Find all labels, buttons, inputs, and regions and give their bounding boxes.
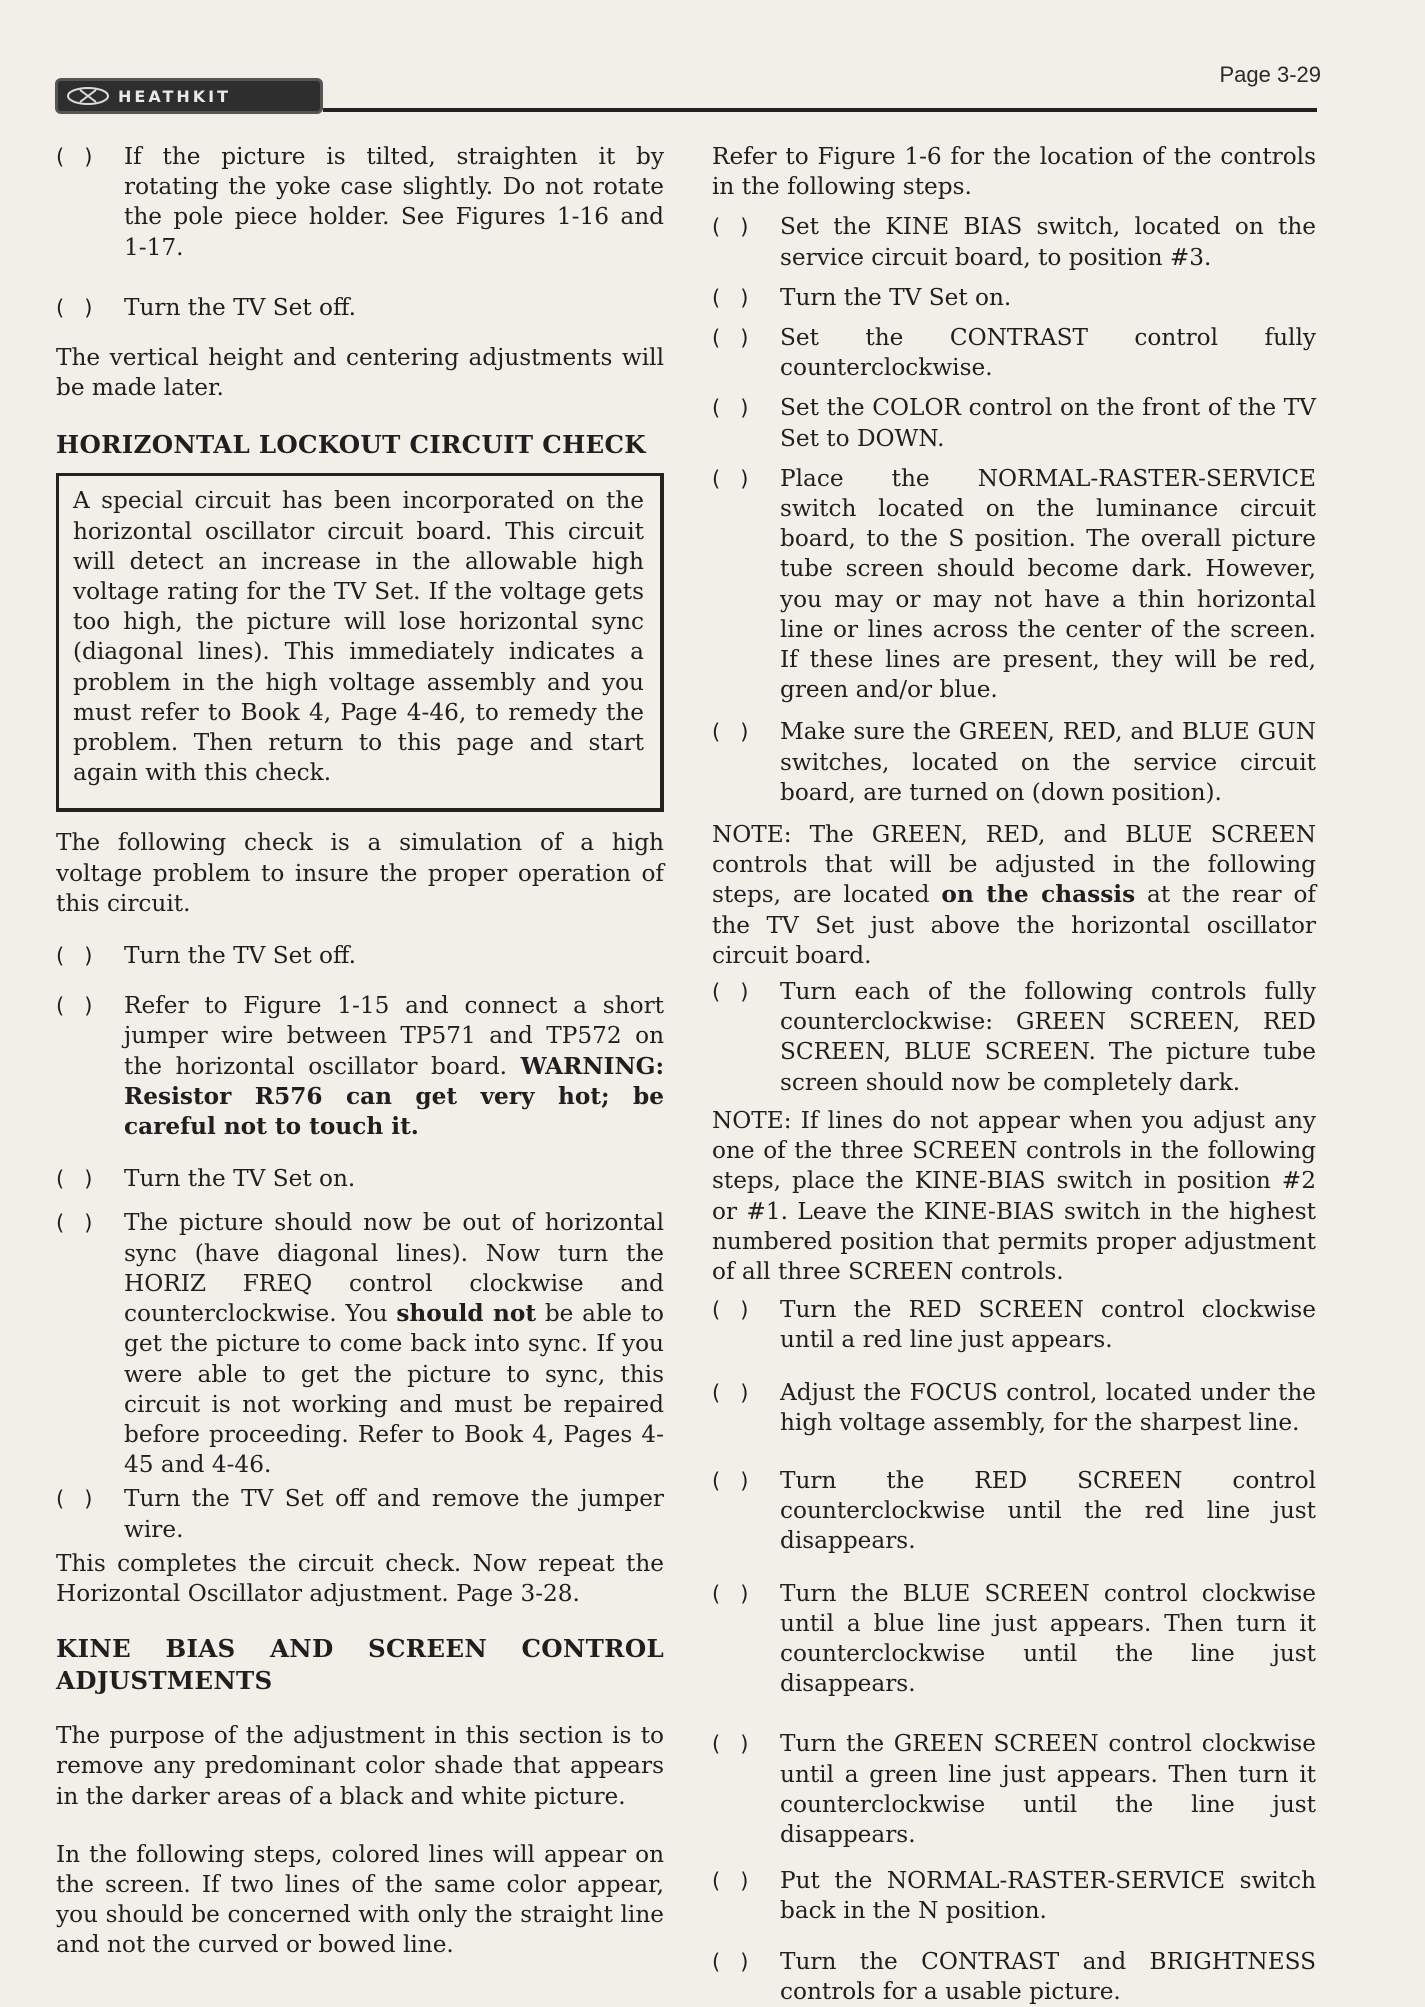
checklist-step bbox=[56, 1164, 664, 1194]
header-rule bbox=[323, 108, 1317, 112]
checkbox[interactable]: ( ) bbox=[712, 1468, 749, 1493]
step-text bbox=[124, 991, 664, 1142]
step-text: Turn the TV Set off and remove the jumper wire. bbox=[124, 1485, 664, 1543]
step-text: Set the COLOR control on the front of the TV Set to DOWN. bbox=[780, 394, 1316, 452]
step-text-plain: be able to get the picture to come back into sync. If you were able to get the picture to sync, this circuit is not working and must be repaired before proceeding. Refer to Book 4, Pages 4-45 and 4-46. bbox=[124, 1300, 665, 1479]
checkbox[interactable]: ( ) bbox=[712, 285, 749, 310]
checklist-step bbox=[712, 717, 1316, 808]
checkbox[interactable]: ( ) bbox=[56, 1487, 93, 1512]
step-text: Turn the TV Set on. bbox=[780, 283, 1012, 311]
checkbox[interactable]: ( ) bbox=[712, 396, 749, 421]
warning-box: A special circuit has been incorporated on the horizontal oscillator circuit board. This circuit will detect an increase in the allowable high voltage rating for the TV Set. If the voltage gets too high, the picture will lose horizontal sync (diagonal lines). This immediately indicates a problem in the high voltage assembly and you must refer to Book 4, Page 4-46, to remedy the problem. Then return to this page and start again with this check. bbox=[56, 473, 664, 812]
warning-text: WARNING: Resistor R576 can get very hot; be careful not to touch it. bbox=[124, 1052, 665, 1141]
step-text bbox=[124, 1208, 664, 1480]
checkbox[interactable]: ( ) bbox=[712, 1949, 749, 1974]
checkbox[interactable]: ( ) bbox=[712, 326, 749, 351]
step-text: Put the NORMAL-RASTER-SERVICE switch back in the N position. bbox=[780, 1867, 1316, 1925]
step-text: Make sure the GREEN, RED, and BLUE GUN switches, located on the service circuit board, are turned on (down position). bbox=[780, 718, 1316, 806]
checklist-step bbox=[712, 977, 1316, 1098]
checklist-step bbox=[712, 283, 1316, 313]
checklist-step bbox=[712, 1295, 1316, 1355]
step-text: Turn the BLUE SCREEN control clockwise until a blue line just appears. Then turn it counterclockwise until the line just disappears. bbox=[780, 1579, 1316, 1698]
checkbox[interactable]: ( ) bbox=[56, 994, 93, 1019]
note-text: NOTE: The GREEN, RED, and BLUE SCREEN controls that will be adjusted in the following steps, are located bbox=[712, 821, 1316, 909]
checkbox[interactable]: ( ) bbox=[712, 1869, 749, 1894]
checkbox[interactable]: ( ) bbox=[712, 720, 749, 745]
checkbox[interactable]: ( ) bbox=[712, 1298, 749, 1323]
checklist-step bbox=[56, 1484, 664, 1544]
checkbox[interactable]: ( ) bbox=[56, 145, 93, 169]
checklist-step bbox=[712, 1378, 1316, 1438]
heathkit-emblem-icon bbox=[58, 81, 118, 111]
heathkit-logo bbox=[55, 78, 323, 114]
left-column bbox=[56, 142, 664, 1961]
checkbox[interactable]: ( ) bbox=[712, 466, 749, 491]
checkbox[interactable]: ( ) bbox=[56, 944, 93, 969]
section-heading: KINE BIAS AND SCREEN CONTROL ADJUSTMENTS bbox=[56, 1634, 664, 1696]
paragraph: In the following steps, colored lines will appear on the screen. If two lines of the same color appear, you should be concerned with only the straight line and not the curved or bowed line. bbox=[56, 1840, 664, 1959]
step-text: Set the KINE BIAS switch, located on the service circuit board, to position #3. bbox=[780, 213, 1316, 271]
checkbox[interactable]: ( ) bbox=[712, 1581, 749, 1606]
step-text: Turn the RED SCREEN control counterclockwise until the red line just disappears. bbox=[780, 1466, 1316, 1555]
emphasis-text: on the chassis bbox=[941, 881, 1136, 909]
note-text: at the rear of the TV Set just above the horizontal oscillator circuit board. bbox=[712, 881, 1316, 969]
checklist-step bbox=[712, 393, 1316, 453]
checklist-step bbox=[712, 323, 1316, 383]
section-heading: HORIZONTAL LOCKOUT CIRCUIT CHECK bbox=[56, 430, 646, 460]
paragraph: The following check is a simulation of a high voltage problem to insure the proper operation of this circuit. bbox=[56, 829, 664, 917]
checklist-step bbox=[712, 1866, 1316, 1926]
checklist-step bbox=[56, 941, 664, 971]
right-column bbox=[712, 142, 1316, 2007]
step-text: Turn the TV Set on. bbox=[124, 1165, 356, 1193]
checkbox[interactable]: ( ) bbox=[56, 1211, 93, 1236]
step-text: Turn the TV Set off. bbox=[124, 293, 356, 321]
paragraph: Refer to Figure 1-6 for the location of the controls in the following steps. bbox=[712, 143, 1316, 201]
checklist-step bbox=[56, 142, 664, 263]
checklist-step bbox=[712, 212, 1316, 272]
checklist-step bbox=[712, 1466, 1316, 1557]
checklist-step bbox=[712, 464, 1316, 706]
step-text: Set the CONTRAST control fully counterclockwise. bbox=[780, 324, 1316, 382]
checkbox[interactable]: ( ) bbox=[712, 980, 749, 1005]
checkbox[interactable]: ( ) bbox=[712, 1732, 749, 1757]
note: NOTE: If lines do not appear when you adjust any one of the three SCREEN controls in the following steps, place the KINE-BIAS switch in position #2 or #1. Leave the KINE-BIAS switch in the highest numbered position that permits proper adjustment of all three SCREEN controls. bbox=[712, 1106, 1316, 1285]
checklist-step bbox=[712, 1579, 1316, 1700]
checklist-step bbox=[56, 991, 664, 1142]
step-text: Turn the CONTRAST and BRIGHTNESS controls for a usable picture. bbox=[780, 1947, 1316, 2005]
checkbox[interactable]: ( ) bbox=[56, 295, 93, 320]
step-text: If the picture is tilted, straighten it by rotating the yoke case slightly. Do not rotate the pole piece holder. See Figures 1-16 and 1-17. bbox=[124, 143, 664, 261]
checkbox[interactable]: ( ) bbox=[712, 215, 749, 240]
paragraph: The vertical height and centering adjustments will be made later. bbox=[56, 344, 664, 402]
step-text: Adjust the FOCUS control, located under the high voltage assembly, for the sharpest line. bbox=[780, 1378, 1316, 1436]
paragraph: The purpose of the adjustment in this section is to remove any predominant color shade that appears in the darker areas of a black and white picture. bbox=[56, 1722, 664, 1810]
checkbox[interactable]: ( ) bbox=[56, 1167, 93, 1192]
paragraph: This completes the circuit check. Now repeat the Horizontal Oscillator adjustment. Page 3-28. bbox=[56, 1549, 664, 1607]
note bbox=[712, 820, 1316, 971]
checklist-step bbox=[712, 1729, 1316, 1850]
checkbox[interactable]: ( ) bbox=[712, 1380, 749, 1405]
step-text-plain: The picture should now be out of horizontal sync (have diagonal lines). Now turn the HORIZ FREQ control clockwise and counterclockwise. You bbox=[124, 1209, 664, 1328]
step-text: Turn the GREEN SCREEN control clockwise until a green line just appears. Then turn it counterclockwise until the line just disappears. bbox=[780, 1730, 1316, 1848]
logo-text: HEATHKIT bbox=[118, 86, 232, 106]
step-text-plain: Refer to Figure 1-15 and connect a short jumper wire between TP571 and TP572 on the horizontal oscillator board. bbox=[124, 992, 664, 1080]
step-text: Turn the TV Set off. bbox=[124, 942, 356, 970]
checklist-step bbox=[712, 1947, 1316, 2007]
checklist-step bbox=[56, 1208, 664, 1480]
emphasis-text: should not bbox=[396, 1300, 537, 1328]
step-text: Turn each of the following controls fully counterclockwise: GREEN SCREEN, RED SCREEN, BLUE SCREEN. The picture tube screen should now be completely dark. bbox=[780, 978, 1316, 1096]
checklist-step bbox=[56, 293, 664, 323]
step-text: Turn the RED SCREEN control clockwise until a red line just appears. bbox=[780, 1296, 1316, 1354]
page-number: Page 3-29 bbox=[1219, 62, 1321, 87]
step-text: Place the NORMAL-RASTER-SERVICE switch located on the luminance circuit board, to the S position. The overall picture tube screen should become dark. However, you may or may not have a thin horizontal line or lines across the center of the screen. If these lines are present, they will be red, green and/or blue. bbox=[780, 464, 1316, 704]
